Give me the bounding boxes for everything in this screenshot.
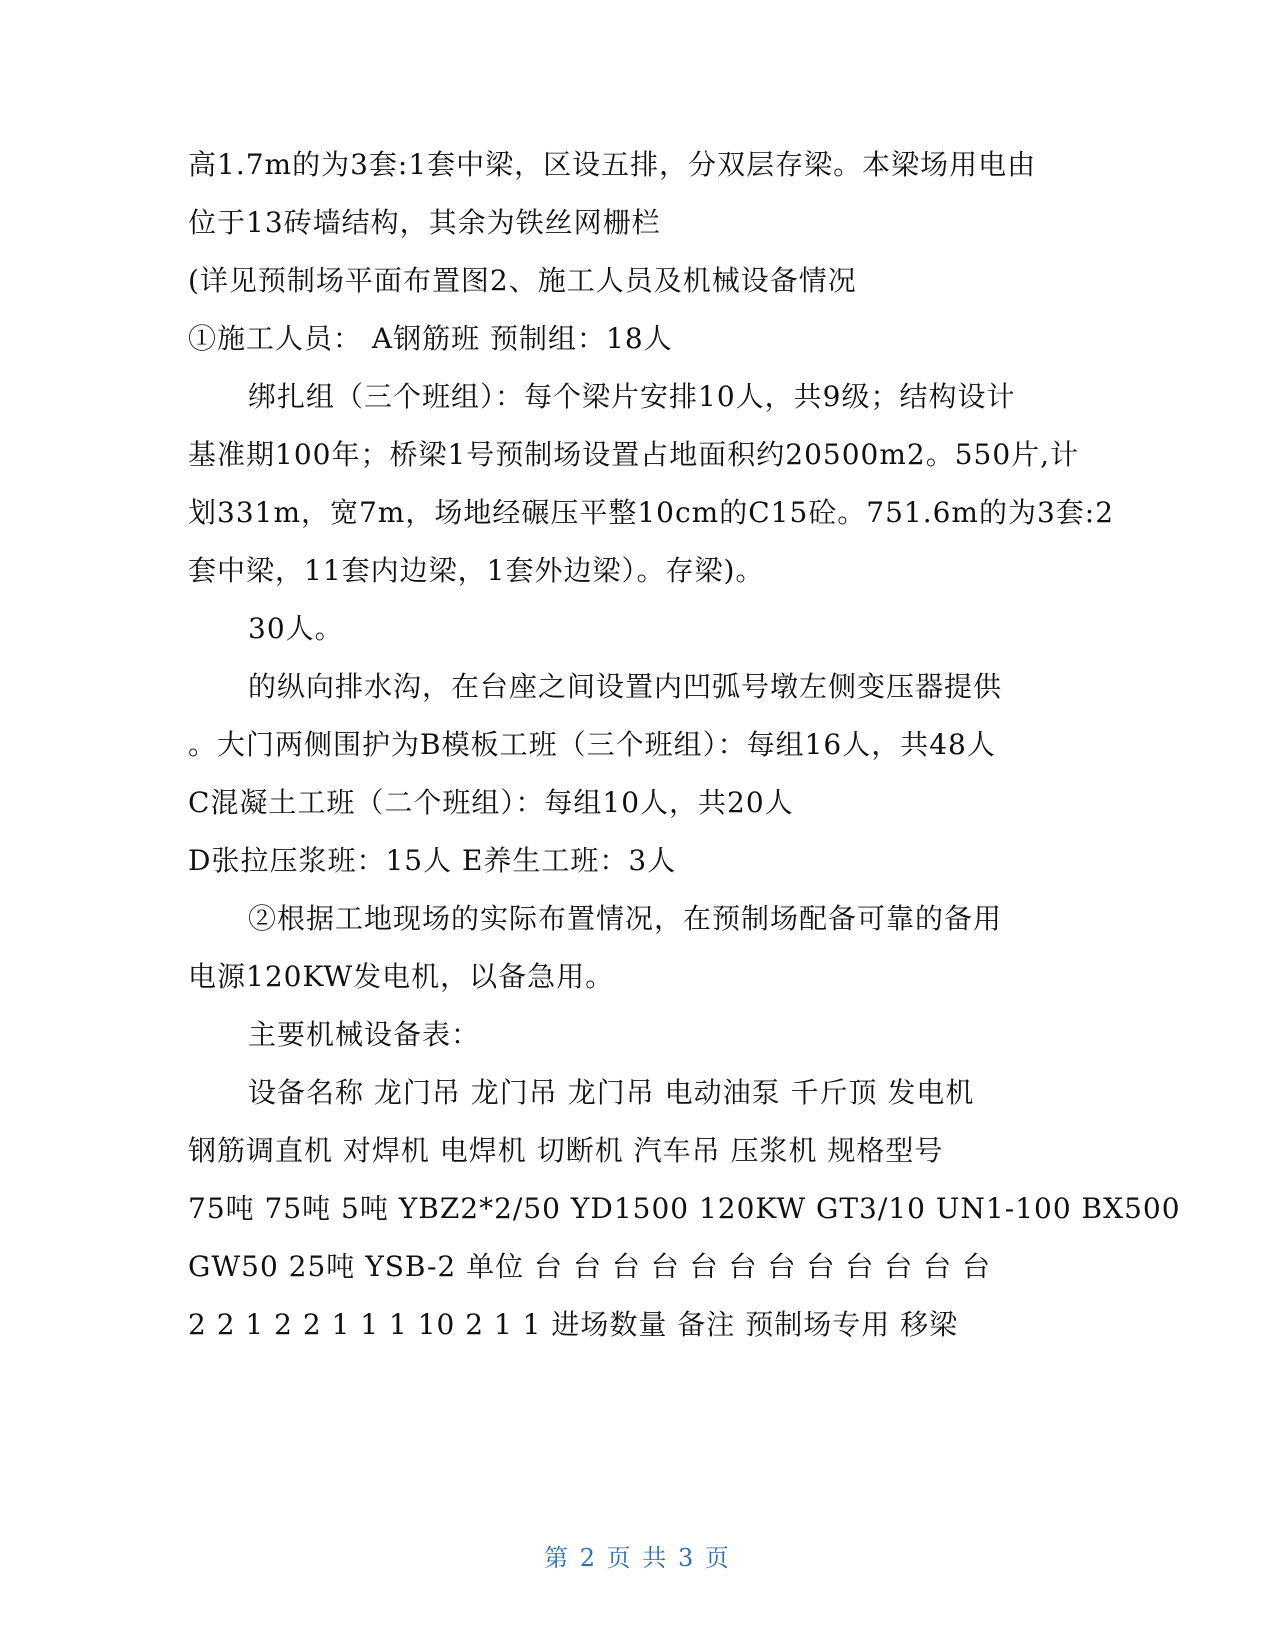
paragraph-line: 绑扎组（三个班组）：每个梁片安排10人，共9级；结构设计 bbox=[248, 380, 1016, 413]
paragraph-line: 。大门两侧围护为B模板工班（三个班组）：每组16人，共48人 bbox=[188, 728, 996, 761]
page-footer: 第 2 页 共 3 页 bbox=[544, 1544, 731, 1572]
paragraph-line: 钢筋调直机 对焊机 电焊机 切断机 汽车吊 压浆机 规格型号 bbox=[188, 1134, 944, 1167]
paragraph-line: C混凝土工班（二个班组）：每组10人，共20人 bbox=[188, 786, 794, 819]
paragraph-line: 电源120KW发电机，以备急用。 bbox=[188, 960, 615, 993]
paragraph-line: (详见预制场平面布置图2、施工人员及机械设备情况 bbox=[188, 264, 857, 297]
paragraph-line: 主要机械设备表： bbox=[248, 1018, 481, 1051]
paragraph-line: ①施工人员： A钢筋班 预制组：18人 bbox=[188, 322, 673, 355]
paragraph-line: 高1.7m的为3套:1套中梁，区设五排，分双层存梁。本梁场用电由 bbox=[188, 148, 1037, 181]
paragraph-line: 2 2 1 2 2 1 1 1 10 2 1 1 进场数量 备注 预制场专用 移梁 bbox=[188, 1308, 959, 1341]
paragraph-line: D张拉压浆班：15人 E养生工班：3人 bbox=[188, 844, 677, 877]
paragraph-line: 基准期100年；桥梁1号预制场设置占地面积约20500m2。550片,计 bbox=[188, 438, 1080, 471]
paragraph-line: 的纵向排水沟，在台座之间设置内凹弧号墩左侧变压器提供 bbox=[248, 670, 1003, 703]
paragraph-line: 套中梁，11套内边梁，1套外边梁）。存梁)。 bbox=[188, 554, 765, 587]
paragraph-line: 75吨 75吨 5吨 YBZ2*2/50 YD1500 120KW GT3/10 UN1-100 BX500 bbox=[188, 1192, 1181, 1225]
paragraph-line: 划331m，宽7m，场地经碾压平整10cm的C15砼。751.6m的为3套:2 bbox=[188, 496, 1115, 529]
paragraph-line: 位于13砖墙结构，其余为铁丝网栅栏 bbox=[188, 206, 661, 239]
paragraph-line: GW50 25吨 YSB-2 单位 台 台 台 台 台 台 台 台 台 台 台 台 bbox=[188, 1250, 991, 1283]
paragraph-line: ②根据工地现场的实际布置情况，在预制场配备可靠的备用 bbox=[248, 902, 1003, 935]
paragraph-line: 30人。 bbox=[248, 612, 344, 645]
paragraph-line: 设备名称 龙门吊 龙门吊 龙门吊 电动油泵 千斤顶 发电机 bbox=[248, 1076, 975, 1109]
